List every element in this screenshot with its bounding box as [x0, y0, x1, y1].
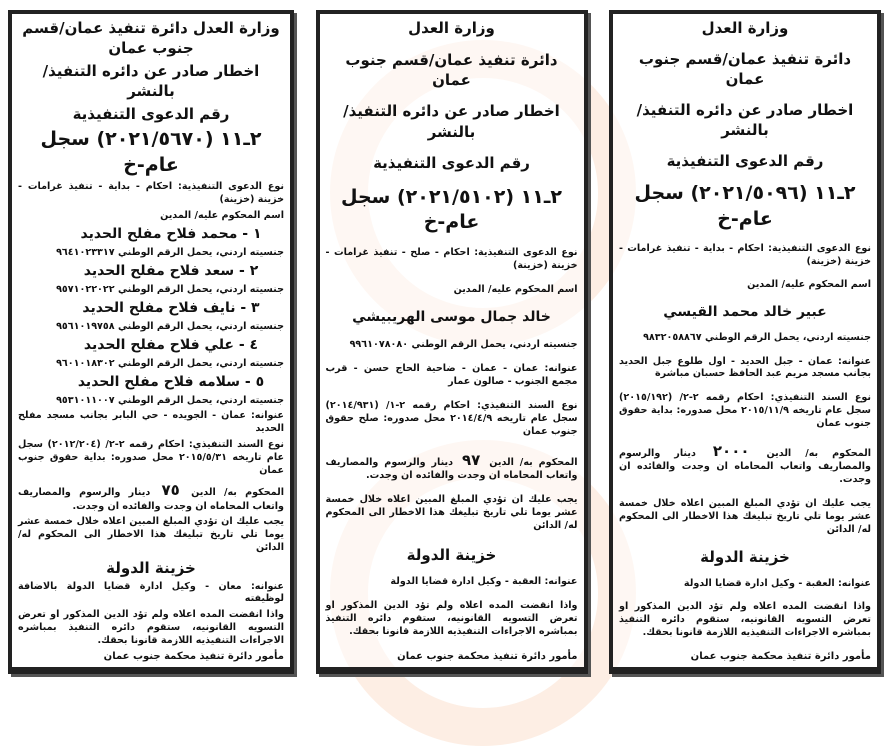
debtor-name: ١ - محمد فلاح مفلح الحديد	[80, 226, 262, 243]
debt-amount-text	[18, 480, 284, 513]
notice-heading: وزارة العدل دائرة تنفيذ عمان/قسم جنوب عمان	[22, 19, 280, 58]
notice-heading: رقم الدعوى التنفيذية	[373, 154, 530, 173]
notice-text: نوع الدعوى التنفيذية: احكام - بداية - تنفيذ غرامات - خزينة (خزينة)	[619, 243, 871, 267]
notice-heading: اخطار صادر عن دائره التنفيذ/ بالنشر	[636, 100, 854, 139]
notice-text: عنوانه: معان - وكيل ادارة قضايا الدولة بالاضافة لوظيفته	[18, 580, 284, 605]
notice-text: واذا انقضت المده اعلاه ولم تؤد الدين المذكور او تعرض التسويه القانونيه، ستقوم دائره التنفيذ بمباشره الاجراءات التنفيذيه اللازمة قانونا بحقك.	[18, 609, 284, 646]
debt-amount: ٧٥	[161, 481, 180, 500]
notice-text: واذا انقضت المده اعلاه ولم تؤد الدين المذكور او تعرض التسويه القانونيه، ستقوم دائره التنفيذ بمباشره الاجراءات التنفيذيه اللازمة قانونا بحقك.	[619, 601, 871, 638]
notice-heading: وزارة العدل	[701, 19, 789, 37]
notice-text: يجب عليك ان تؤدي المبلغ المبين اعلاه خلال خمسة عشر يوما تلي تاريخ تبليغك هذا الاخطار الى المحكوم له/ الدائن	[18, 516, 284, 554]
notice-text: نوع السند التنفيذي: احكام رقمه ٢-١/ (٢٠١٤/٩٣١) سجل عام تاريخه ٢٠١٤/٤/٩ محل صدوره: صلح حقوق جنوب عمان	[325, 399, 578, 437]
creditor-heading: خزينة الدولة	[406, 545, 497, 564]
notice-text: نوع السند التنفيذي: احكام رقمه ٢-٢/ (٢٠١٢/٢٠٤) سجل عام تاريخه ٢٠١٥/٥/٣١ محل صدوره: بداية حقوق جنوب عمان	[18, 438, 284, 476]
notice-heading: دائرة تنفيذ عمان/قسم جنوب عمان	[638, 49, 852, 88]
debtor-name: ٥ - سلامه فلاح مفلح الحديد	[77, 374, 265, 391]
notice-text: دينار والرسوم والمصاريف واتعاب المحاماه ان وجدت والفائده ان وجدت.	[619, 448, 871, 486]
debtor-name: ٣ - نايف فلاح مفلح الحديد	[82, 300, 260, 317]
notice-text: دينار والرسوم والمصاريف واتعاب المحاماه ان وجدت والفائده ان وجدت.	[325, 457, 578, 482]
debt-amount-text	[619, 441, 871, 487]
signature-line: مأمور دائرة تنفيذ محكمة جنوب عمان	[103, 651, 284, 663]
notice-heading: اخطار صادر عن دائره التنفيذ/ بالنشر	[343, 102, 560, 141]
debtor-name: ٤ - علي فلاح مفلح الحديد	[83, 337, 259, 354]
notice-heading: رقم الدعوى التنفيذية	[72, 105, 230, 124]
notice-text: اسم المحكوم عليه/ المدين	[453, 284, 578, 296]
notice-heading: وزارة العدل	[408, 19, 495, 37]
creditor-heading: خزينة الدولة	[700, 547, 790, 566]
notice-text: جنسيته اردني، يحمل الرقم الوطني ٩٥٣١٠١١٠٠٧	[56, 394, 284, 406]
debt-amount: ٩٧	[462, 451, 481, 470]
signature-line: مأمور دائرة تنفيذ محكمة جنوب عمان	[397, 651, 578, 663]
notice-text: عنوانه: العقبة - وكيل ادارة قضايا الدولة	[390, 576, 578, 588]
notice-text: جنسيته اردني، يحمل الرقم الوطني ٩٦٤١٠٢٣٣١٧	[56, 246, 284, 258]
notice-heading: رقم الدعوى التنفيذية	[666, 151, 824, 170]
notice-text: يجب عليك ان تؤدي المبلغ المبين اعلاه خلال خمسة عشر يوما تلي تاريخ تبليغك هذا الاخطار الى المحكوم له/ الدائن	[325, 494, 578, 532]
execution-notice	[8, 10, 294, 674]
notice-heading: اخطار صادر عن دائره التنفيذ/ بالنشر	[42, 62, 260, 101]
notices-page	[8, 10, 881, 686]
notice-text: عنوانه: العقبة - وكيل ادارة قضايا الدولة	[683, 577, 871, 589]
notice-text: واذا انقضت المده اعلاه ولم تؤد الدين المذكور او تعرض التسويه القانونيه، ستقوم دائره التنفيذ بمباشره الاجراءات التنفيذيه اللازمة قانونا بحقك.	[325, 600, 578, 638]
debt-amount: ٢٠٠٠	[712, 442, 750, 461]
signature-line: مأمور دائرة تنفيذ محكمة جنوب عمان	[690, 651, 871, 663]
notice-text: دينار والرسوم والمصاريف واتعاب المحاماه ان وجدت والفائده ان وجدت.	[18, 487, 284, 512]
debtor-name: ٢ - سعد فلاح مفلح الحديد	[83, 263, 259, 280]
notice-text: نوع الدعوى التنفيذية: احكام - صلح - تنفيذ غرامات - خزينة (خزينة)	[325, 247, 578, 272]
execution-notice	[316, 10, 588, 674]
debtor-name: خالد جمال موسى الهريبيشي	[352, 309, 551, 326]
notice-text: عنوانه: عمان - الجويده - حي البابر بجانب مسجد مفلح الحديد	[18, 410, 284, 435]
notice-text: عنوانه: عمان - جبل الحديد - اول طلوع جبل الحديد بجانب مسجد مريم عبد الحافظ حسبان مباشرة	[619, 355, 871, 380]
execution-notice	[609, 10, 881, 674]
case-number: ٢ـ١١ (٢٠٢١/٥٦٧٠) سجل عام-خ	[40, 128, 262, 176]
case-number: ٢ـ١١ (٢٠٢١/٥١٠٢) سجل عام-خ	[341, 185, 562, 234]
notice-text: اسم المحكوم عليه/ المدين	[160, 209, 284, 221]
notice-heading: دائرة تنفيذ عمان/قسم جنوب عمان	[345, 50, 558, 89]
debt-amount-text	[326, 450, 578, 483]
notice-text: المحكوم به/ الدين	[766, 448, 872, 460]
creditor-heading: خزينة الدولة	[106, 558, 196, 577]
case-number: ٢ـ١١ (٢٠٢١/٥٠٩٦) سجل عام-خ	[634, 182, 856, 230]
notice-text: جنسيته اردني، يحمل الرقم الوطني ٩٨٣٢٠٥٨٨٦٧	[643, 332, 871, 344]
notice-text: نوع السند التنفيذي: احكام رقمه ٢-٢/ (٢٠١٥/١٩٢) سجل عام تاريخه ٢٠١٥/١١/٩ محل صدوره: بداية حقوق جنوب عمان	[619, 391, 871, 429]
notice-text: يجب عليك ان تؤدي المبلغ المبين اعلاه خلال خمسة عشر يوما تلي تاريخ تبليغك هذا الاخطار الى المحكوم له/ الدائن	[619, 497, 871, 535]
notice-text: جنسيته اردني، يحمل الرقم الوطني ٩٩٦١٠٧٨٠٨٠	[349, 338, 578, 350]
notice-text: المحكوم به/ الدين	[489, 457, 578, 469]
notice-text: عنوانه: عمان - عمان - ضاحية الحاج حسن - قرب مجمع الجنوب - صالون عمار	[325, 362, 578, 387]
notice-text: جنسيته اردني، يحمل الرقم الوطني ٩٦٠١٠١٨٣٠٢	[56, 357, 284, 369]
notice-text: اسم المحكوم عليه/ المدين	[747, 279, 871, 291]
notice-text: نوع الدعوى التنفيذية: احكام - بداية - تنفيذ غرامات - خزينة (خزينة)	[18, 181, 284, 205]
notice-text: جنسيته اردني، يحمل الرقم الوطني ٩٥٦١٠١٩٧٥٨	[56, 320, 284, 332]
debtor-name: عبير خالد محمد القيسي	[663, 303, 827, 320]
notice-text: جنسيته اردني، يحمل الرقم الوطني ٩٥٧١٠٢٢٠٢٢	[56, 283, 284, 295]
notice-text: المحكوم به/ الدين	[191, 487, 284, 499]
